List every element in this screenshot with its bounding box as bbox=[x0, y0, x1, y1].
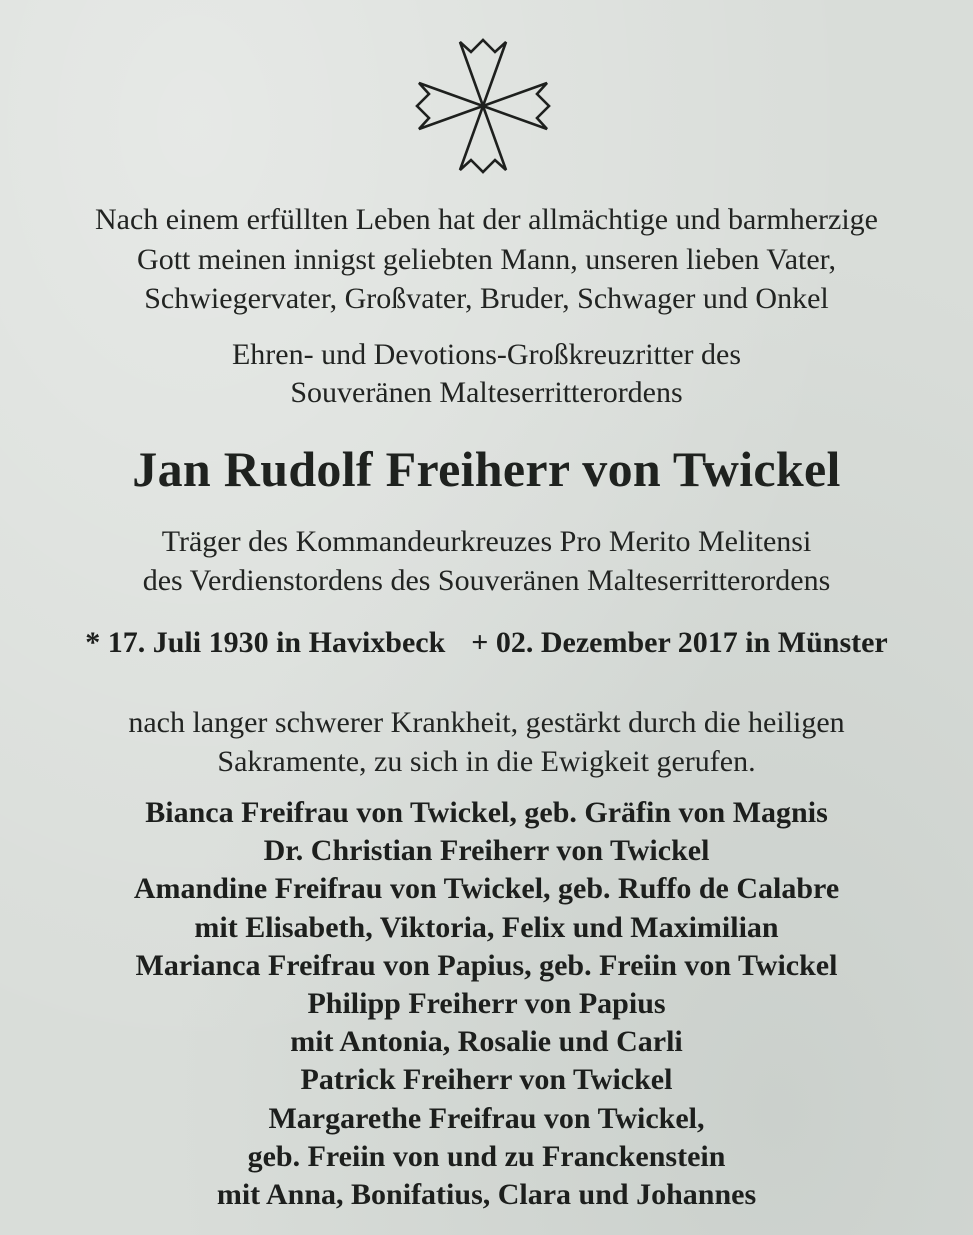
intro-line-1: Nach einem erfüllten Leben hat der allmächtige und barmherzige bbox=[95, 203, 878, 236]
passing-line-1: nach langer schwerer Krankheit, gestärkt durch die heiligen bbox=[128, 706, 845, 739]
mourner-line: Dr. Christian Freiherr von Twickel bbox=[263, 834, 710, 867]
life-dates bbox=[0, 628, 973, 658]
order-rank-line-2: Souveränen Malteserritterordens bbox=[290, 376, 683, 409]
mourner-line: Marianca Freifrau von Papius, geb. Freiin von Twickel bbox=[135, 949, 838, 982]
passing-line-2: Sakramente, zu sich in die Ewigkeit gerufen. bbox=[217, 745, 756, 778]
order-rank-line-1: Ehren- und Devotions-Großkreuzritter des bbox=[231, 338, 741, 371]
maltese-cross-icon bbox=[413, 36, 553, 176]
mourner-line: Amandine Freifrau von Twickel, geb. Ruffo de Calabre bbox=[133, 872, 840, 905]
intro-line-3: Schwiegervater, Großvater, Bruder, Schwager und Onkel bbox=[144, 282, 829, 315]
mourner-line: geb. Freiin von und zu Franckenstein bbox=[247, 1140, 726, 1173]
intro-line-2: Gott meinen innigst geliebten Mann, unseren lieben Vater, bbox=[137, 243, 836, 276]
mourner-line: mit Elisabeth, Viktoria, Felix und Maximilian bbox=[194, 911, 779, 944]
deceased-name: Jan Rudolf Freiherr von Twickel bbox=[132, 441, 841, 497]
mourner-line: mit Anna, Bonifatius, Clara und Johannes bbox=[216, 1178, 757, 1211]
mourner-line: mit Antonia, Rosalie und Carli bbox=[290, 1025, 683, 1058]
death-date: + 02. Dezember 2017 in Münster bbox=[471, 626, 888, 659]
decoration-line-1: Träger des Kommandeurkreuzes Pro Merito Melitensi bbox=[161, 525, 812, 558]
mourner-line: Philipp Freiherr von Papius bbox=[307, 987, 666, 1020]
mourner-line: Patrick Freiherr von Twickel bbox=[300, 1063, 673, 1096]
mourner-line: Margarethe Freifrau von Twickel, bbox=[268, 1102, 705, 1135]
decoration-line-2: des Verdienstordens des Souveränen Malteserritterordens bbox=[142, 564, 831, 597]
mourner-line: Bianca Freifrau von Twickel, geb. Gräfin von Magnis bbox=[145, 796, 828, 829]
birth-date: * 17. Juli 1930 in Havixbeck bbox=[85, 626, 446, 659]
